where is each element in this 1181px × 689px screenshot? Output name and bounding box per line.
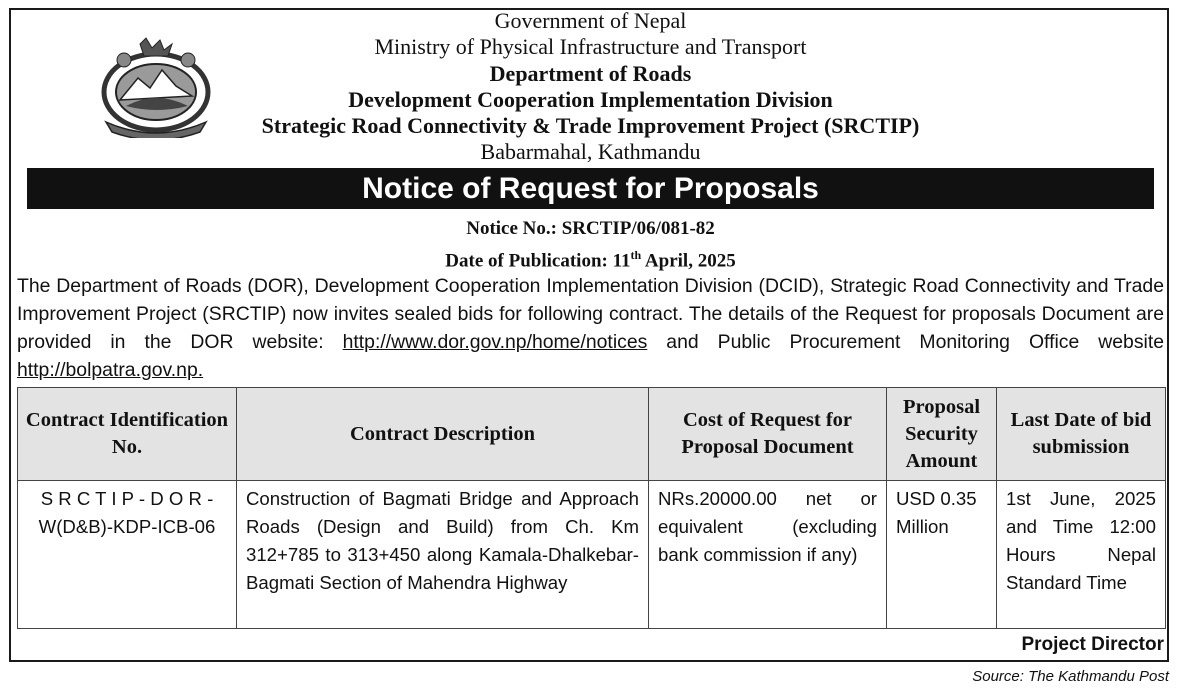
- header-ministry: Ministry of Physical Infrastructure and Transport: [374, 34, 807, 59]
- header-project: Strategic Road Connectivity & Trade Improvement Project (SRCTIP): [261, 113, 920, 138]
- cell-last-date: 1st June, 2025 and Time 12:00 Hours Nepal Standard Time: [997, 481, 1166, 629]
- header-department: Department of Roads: [489, 61, 692, 86]
- table-header-row: [18, 388, 1166, 481]
- publication-date-suffix: April, 2025: [641, 250, 736, 272]
- publication-date: [0, 243, 1181, 273]
- cell-security-amount: USD 0.35 Million: [887, 481, 997, 629]
- dor-website-link[interactable]: http://www.dor.gov.np/home/notices: [342, 331, 648, 353]
- bolpatra-website-link[interactable]: http://bolpatra.gov.np.: [17, 359, 204, 381]
- header-address: Babarmahal, Kathmandu: [480, 139, 701, 164]
- header-security-amount: Proposal Security Amount: [887, 388, 997, 481]
- cell-document-cost: NRs.20000.00 net or equivalent (excluding bank commission if any): [649, 481, 887, 629]
- notice-body: [17, 272, 1164, 384]
- notice-banner: Notice of Request for Proposals: [27, 168, 1154, 209]
- notice-number: Notice No.: SRCTIP/06/081-82: [466, 218, 715, 239]
- header-government: Government of Nepal: [494, 8, 687, 33]
- body-text-part2: and Public Procurement Monitoring Office website: [647, 331, 1164, 353]
- header-contract-id: Contract Identification No.: [18, 388, 237, 481]
- contract-table: [17, 387, 1166, 629]
- publication-date-prefix: Date of Publication: 11: [445, 250, 631, 272]
- table-row: [18, 481, 1166, 629]
- header-last-date: Last Date of bid submission: [997, 388, 1166, 481]
- signature: Project Director: [1021, 634, 1164, 655]
- body-text-part1: The Department of Roads (DOR), Development Cooperation Implementation Division (DCID), Strategic Road Connectivity and Trade Improvement Project (SRCTIP) now invites sealed bids for following contract. The details of the Request for proposals Document are provided in the DOR website:: [17, 275, 1164, 353]
- publication-date-sup: th: [630, 248, 642, 262]
- header-contract-description: Contract Description: [237, 388, 649, 481]
- source-credit: Source: The Kathmandu Post: [972, 668, 1169, 685]
- cell-contract-description: Construction of Bagmati Bridge and Approach Roads (Design and Build) from Ch. Km 312+785 to 313+450 along Kamala-Dhalkebar-Bagmati Section of Mahendra Highway: [237, 481, 649, 629]
- header-document-cost: Cost of Request for Proposal Document: [649, 388, 887, 481]
- header-division: Development Cooperation Implementation Division: [348, 87, 833, 112]
- cell-contract-id: S R C T I P - D O R - W(D&B)-KDP-ICB-06: [18, 481, 237, 629]
